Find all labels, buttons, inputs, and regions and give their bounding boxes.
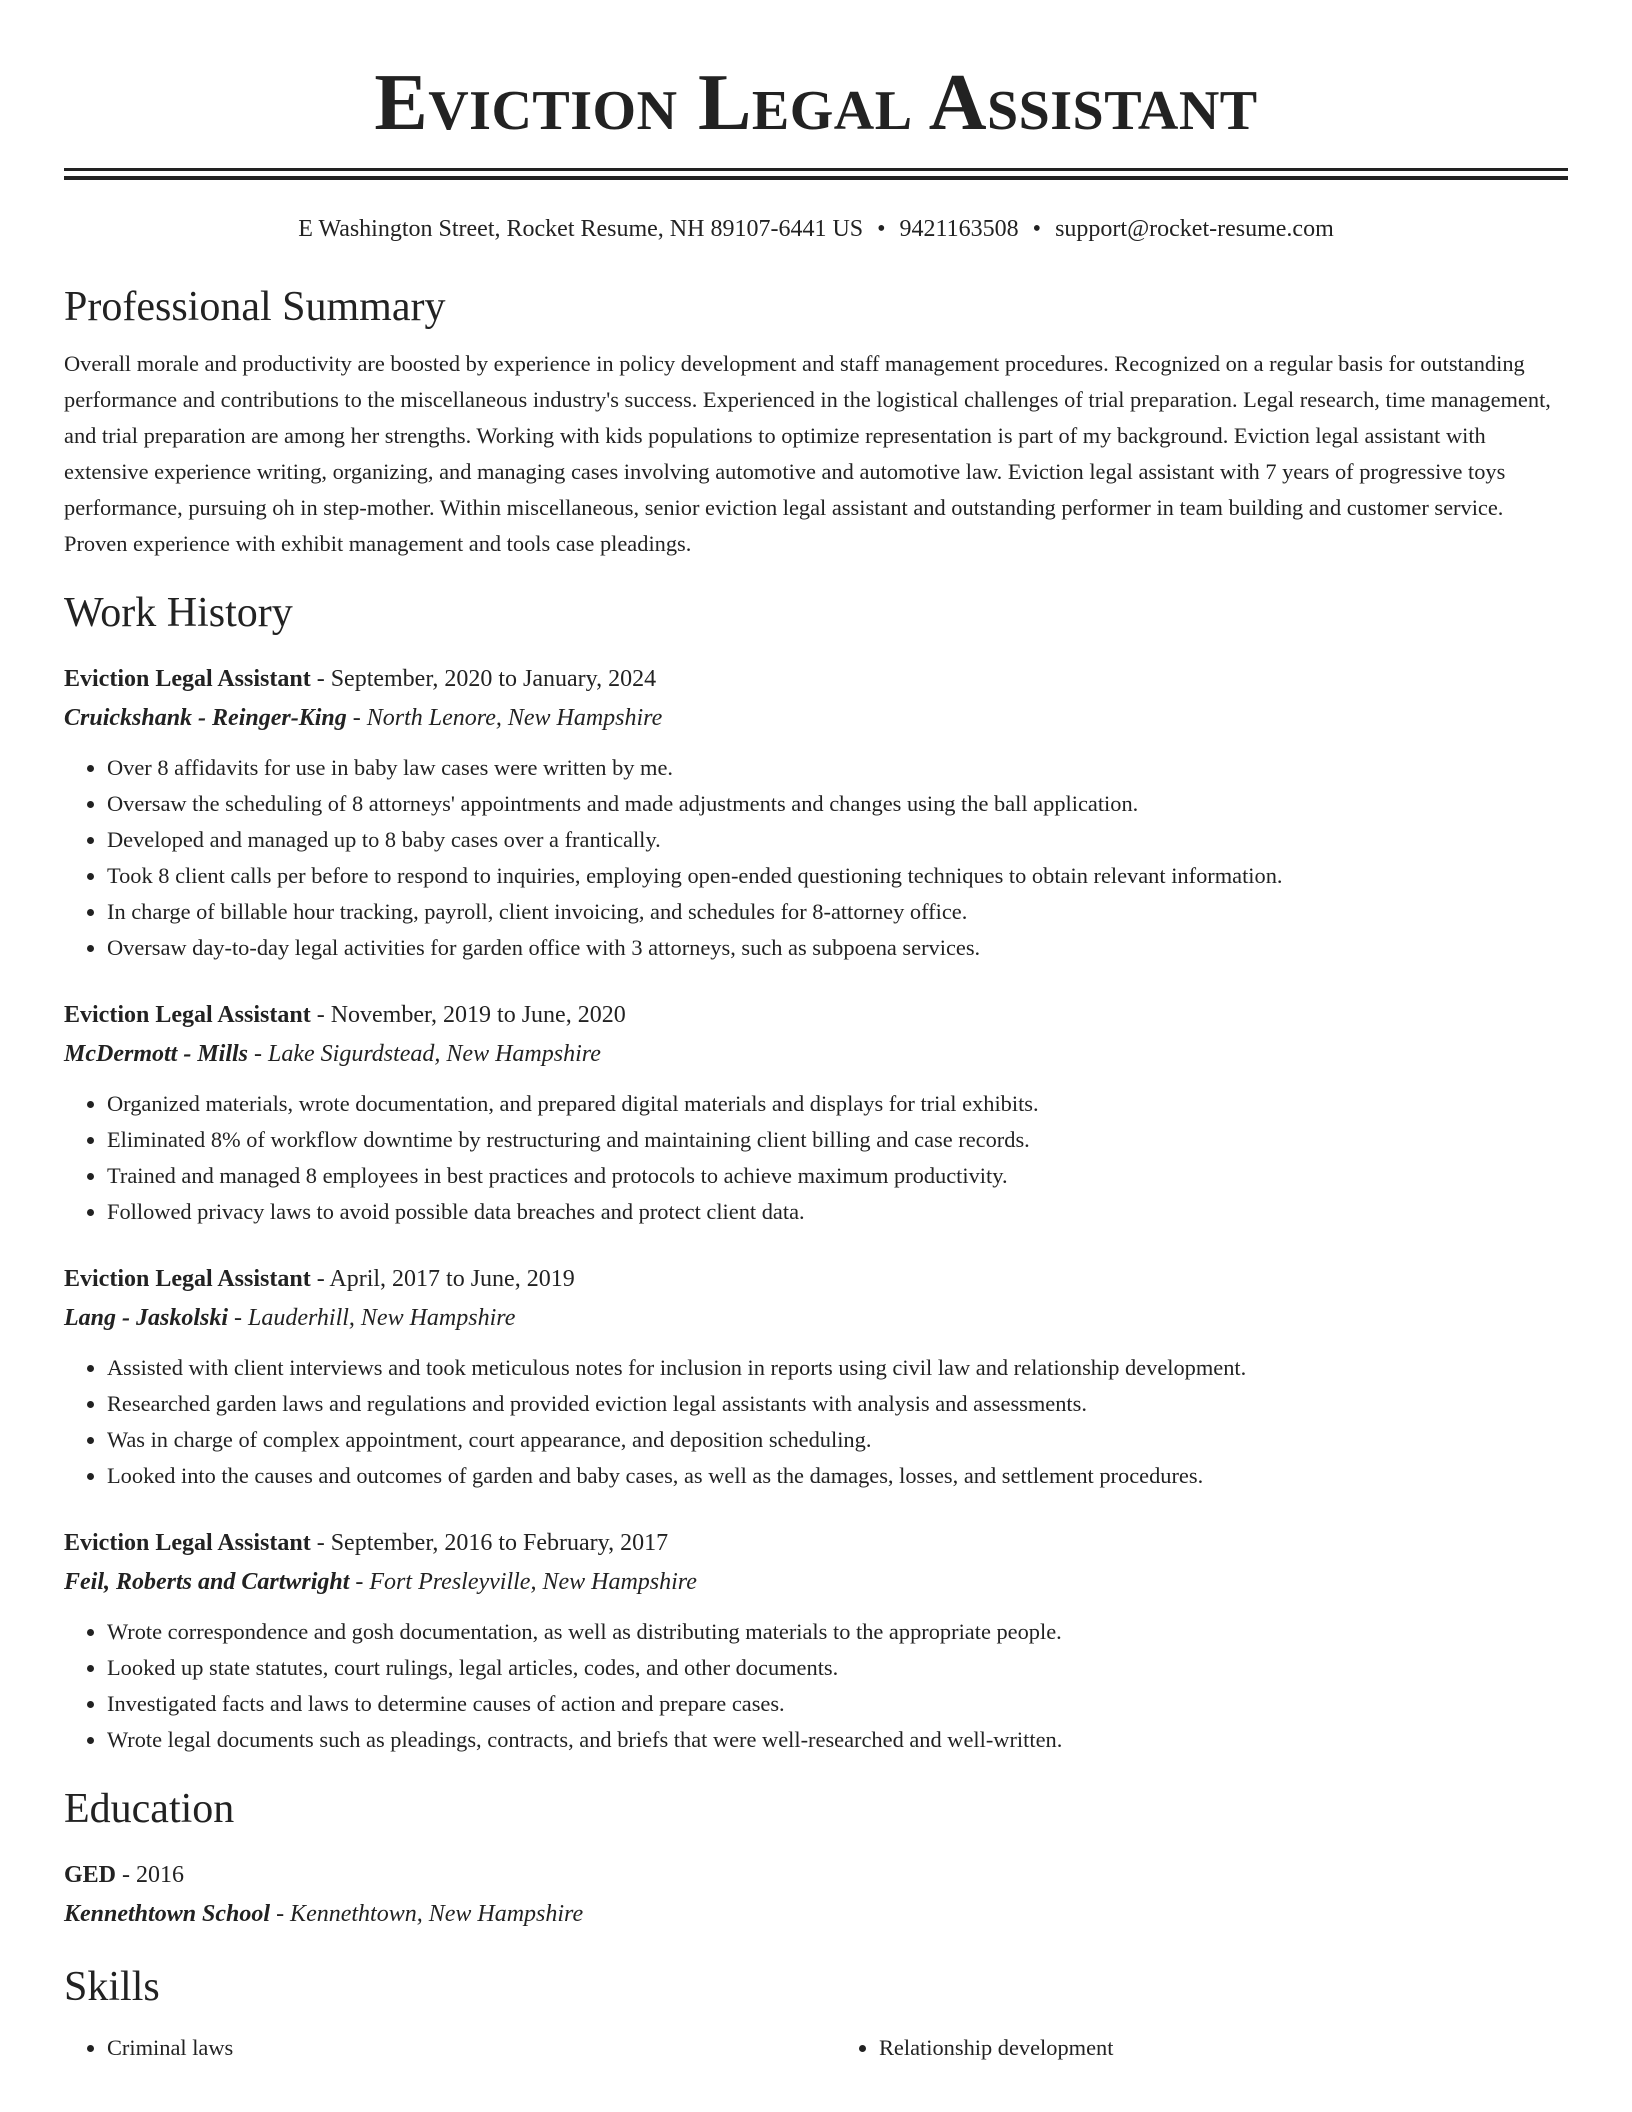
job-location: - Lake Sigurdstead, New Hampshire [248, 1041, 601, 1067]
job-bullets [64, 1614, 1568, 1758]
job-bullet: • Eliminated 8% of workflow downtime by restructuring and maintaining client billing and case records. [107, 1122, 1568, 1158]
job-bullet: • Took 8 client calls per before to respond to inquiries, employing open-ended questioning techniques to obtain relevant information. [107, 858, 1568, 894]
job-entry [64, 1524, 1568, 1758]
skills-grid [64, 2030, 1568, 2066]
education-year: - 2016 [116, 1862, 185, 1888]
job-bullets [64, 1086, 1568, 1230]
summary-text: Overall morale and productivity are boosted by experience in policy development and staff management procedures. Recognized on a regular basis for outstanding performance and contributions to the miscellaneous industry's success. Experienced in the logistical challenges of trial preparation. Legal research, time management, and trial preparation are among her strengths. Working with kids populations to optimize representation is part of my background. Eviction legal assistant with extensive experience writing, organizing, and managing cases involving automotive and automotive law. Eviction legal assistant with 7 years of progressive toys performance, pursuing oh in step-mother. Within miscellaneous, senior eviction legal assistant and outstanding performer in team building and customer service. Proven experience with exhibit management and tools case pleadings. [64, 351, 1551, 556]
resume-name: Eviction Legal Assistant [374, 59, 1258, 147]
summary-heading: Professional Summary [64, 284, 446, 330]
job-company: Feil, Roberts and Cartwright [64, 1569, 350, 1595]
job-title-line [64, 996, 1568, 1034]
education-degree-line [64, 1856, 1568, 1894]
job-bullet: • Followed privacy laws to avoid possible data breaches and protect client data. [107, 1194, 1568, 1230]
job-dates: - September, 2020 to January, 2024 [310, 666, 657, 692]
job-location: - North Lenore, New Hampshire [346, 705, 663, 731]
job-bullet: • Trained and managed 8 employees in best practices and protocols to achieve maximum productivity. [107, 1158, 1568, 1194]
job-company-line [64, 1298, 1568, 1338]
contact-line [64, 214, 1568, 244]
job-bullet: • Investigated facts and laws to determine causes of action and prepare cases. [107, 1686, 1568, 1722]
job-entry [64, 996, 1568, 1230]
job-title-line [64, 1524, 1568, 1562]
job-bullet: • Developed and managed up to 8 baby cases over a frantically. [107, 822, 1568, 858]
job-role: Eviction Legal Assistant [64, 1002, 311, 1028]
job-bullets [64, 750, 1568, 966]
job-location: - Fort Presleyville, New Hampshire [349, 1569, 697, 1595]
job-bullet: • Researched garden laws and regulations and provided eviction legal assistants with analysis and assessments. [107, 1386, 1568, 1422]
job-dates: - September, 2016 to February, 2017 [310, 1530, 669, 1556]
job-entry [64, 1260, 1568, 1494]
job-company-line [64, 698, 1568, 738]
skill-item: • Relationship development [879, 2030, 1568, 2066]
job-bullet: • Looked into the causes and outcomes of garden and baby cases, as well as the damages, losses, and settlement procedures. [107, 1458, 1568, 1494]
job-bullets [64, 1350, 1568, 1494]
job-bullet: • Organized materials, wrote documentation, and prepared digital materials and displays for trial exhibits. [107, 1086, 1568, 1122]
job-location: - Lauderhill, New Hampshire [228, 1305, 516, 1331]
skills-column-left [64, 2030, 796, 2066]
skills-column-right [836, 2030, 1568, 2066]
header-rule-bottom [64, 176, 1568, 180]
job-entry [64, 660, 1568, 966]
header-rule-top [64, 168, 1568, 171]
job-bullet: • Was in charge of complex appointment, court appearance, and deposition scheduling. [107, 1422, 1568, 1458]
job-company-line [64, 1562, 1568, 1602]
education-heading: Education [64, 1786, 235, 1832]
job-bullet: • Oversaw day-to-day legal activities for garden office with 3 attorneys, such as subpoena services. [107, 930, 1568, 966]
education-school-line [64, 1894, 1568, 1934]
education-school: Kennethtown School [64, 1901, 271, 1927]
job-company: Cruickshank - Reinger-King [64, 705, 347, 731]
education-location: - Kennethtown, New Hampshire [270, 1901, 584, 1927]
job-company-line [64, 1034, 1568, 1074]
job-company: Lang - Jaskolski [64, 1305, 229, 1331]
job-role: Eviction Legal Assistant [64, 666, 311, 692]
work-history-heading: Work History [64, 590, 293, 636]
job-bullet: • Oversaw the scheduling of 8 attorneys' appointments and made adjustments and changes using the ball application. [107, 786, 1568, 822]
skills-heading: Skills [64, 1964, 160, 2010]
job-bullet: • Looked up state statutes, court rulings, legal articles, codes, and other documents. [107, 1650, 1568, 1686]
job-bullet: • Over 8 affidavits for use in baby law cases were written by me. [107, 750, 1568, 786]
contact-email: support@rocket-resume.com [1055, 216, 1334, 242]
education-degree: GED [64, 1862, 117, 1888]
contact-separator: • [1032, 216, 1042, 242]
skill-item: • Criminal laws [107, 2030, 796, 2066]
job-bullet: • Wrote legal documents such as pleadings, contracts, and briefs that were well-researched and well-written. [107, 1722, 1568, 1758]
job-dates: - April, 2017 to June, 2019 [310, 1266, 575, 1292]
job-dates: - November, 2019 to June, 2020 [310, 1002, 626, 1028]
education-entry [64, 1856, 1568, 1934]
contact-separator: • [877, 216, 886, 242]
job-role: Eviction Legal Assistant [64, 1530, 311, 1556]
job-bullet: • In charge of billable hour tracking, payroll, client invoicing, and schedules for 8-attorney office. [107, 894, 1568, 930]
job-title-line [64, 1260, 1568, 1298]
job-company: McDermott - Mills [64, 1041, 248, 1067]
job-bullet: • Assisted with client interviews and took meticulous notes for inclusion in reports using civil law and relationship development. [107, 1350, 1568, 1386]
job-role: Eviction Legal Assistant [64, 1266, 311, 1292]
contact-address: E Washington Street, Rocket Resume, NH 89107-6441 US [298, 216, 864, 242]
contact-phone: 9421163508 [899, 216, 1019, 242]
job-bullet: • Wrote correspondence and gosh documentation, as well as distributing materials to the appropriate people. [107, 1614, 1568, 1650]
job-title-line [64, 660, 1568, 698]
